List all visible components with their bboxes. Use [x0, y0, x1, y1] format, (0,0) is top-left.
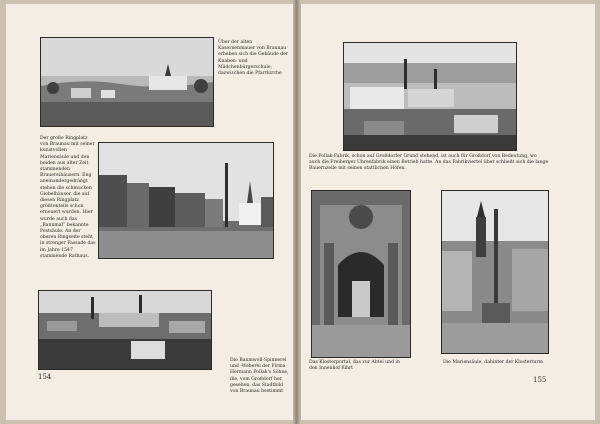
page-number-left: 154 [38, 373, 52, 381]
photo-monastery-portal [311, 190, 411, 358]
left-page [6, 4, 294, 420]
photo-cotton-mill [38, 290, 212, 370]
photo-market-square [98, 142, 274, 259]
photo-factory [343, 42, 517, 151]
caption-factory: Die Pollak-Fabrik, schon auf Großdorfer Grund stehend, ist auch für Großdorf von Bedeutung, wo auch die Freiberger Uhrenfabrik einen Betrieb hatte. An das Fabrikviertel über schließt sich die lange Bauernzeile mit seinen stattlichen Höfen. [309, 154, 549, 172]
caption-market-square: Der große Ringplatz von Braunau mit seiner kunstvollen Mariensäule und den beiden aus alter Zeit stammenden Brauereihäusern. Eng aneinandergedrängt stehen die schmucken Giebelhäuser, die auf diesen Ringplatz größtenteils schon erneuert wurden. Hier wurde auch das „Bannmal“ bekannte Pestsäule. An der oberen Ringseite steht in strenger Fassade das im Jahre 1547 stammende Rathaus. [40, 136, 96, 259]
page-number-right: 155 [533, 376, 547, 384]
photo-town-view [40, 37, 214, 127]
caption-marian-column: Die Mariensäule, dahinter der Klosterturm [443, 360, 544, 365]
caption-cotton-mill: Die Baumwoll-Spinnerei und -Weberei der Firma Hermann Pollak's Söhne, die, vom Großdorf her gesehen, das Stadtbild von Braunau bestimmt [230, 358, 289, 395]
photo-marian-column [441, 190, 549, 354]
caption-town-view: Über der alten Kasernenmauer von Braunau erheben sich die Gebäude der Knaben- und Mädchenbürgerschule, dazwischen die Pfarrkirche [218, 40, 289, 77]
right-page [300, 4, 595, 420]
caption-monastery-portal: Das Klosterportal, das zur Abtei und in den Innenhof führt [309, 360, 400, 372]
